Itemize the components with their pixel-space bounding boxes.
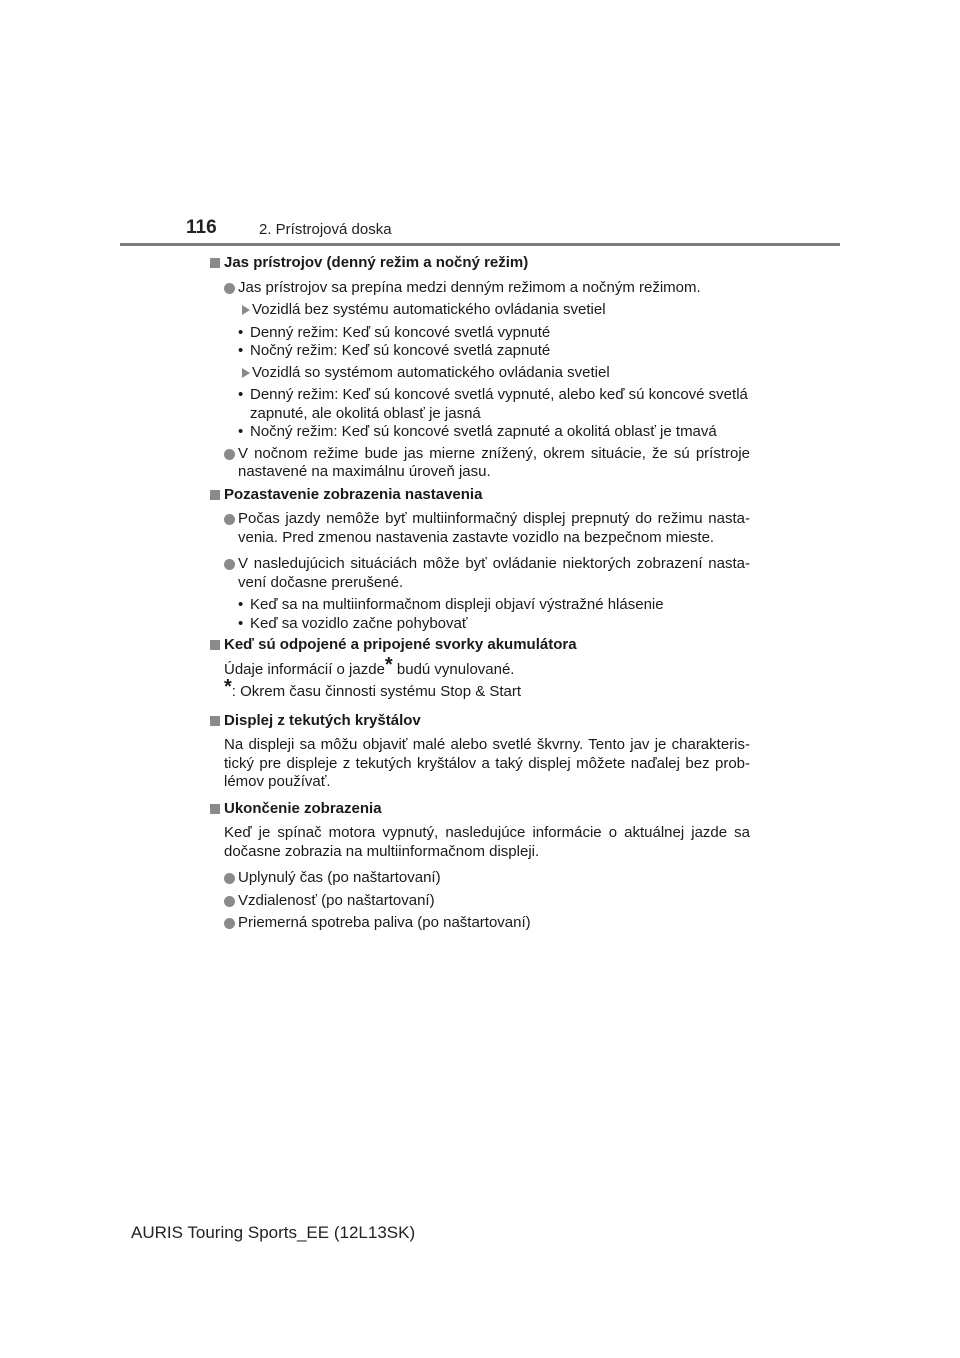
- page-number: 116: [186, 217, 217, 238]
- paragraph: Na displeji sa môžu objaviť malé alebo svetlé škvrny. Tento jav je charakteris-tický pre displeje z tekutých kryštálov a taký displej môžete naďalej bez prob-lémov používať.: [224, 736, 750, 790]
- dot-marker-icon: •: [238, 596, 244, 613]
- list-item: • Keď sa vozidlo začne pohybovať: [238, 614, 468, 632]
- list-item: • Denný režim: Keď sú koncové svetlá vypnuté, alebo keď sú koncové svetlá zapnuté, ale okolitá oblasť je jasná: [238, 386, 748, 422]
- footnote: *: Okrem času činnosti systému Stop & Start: [224, 676, 522, 700]
- circle-bullet-icon: [224, 918, 235, 929]
- square-marker-icon: [210, 490, 220, 500]
- dot-marker-icon: •: [238, 342, 244, 359]
- square-marker-icon: [210, 258, 220, 268]
- list-item: • Nočný režim: Keď sú koncové svetlá zapnuté a okolitá oblasť je tmavá: [238, 423, 717, 440]
- circle-bullet-icon: [224, 514, 235, 525]
- page-content: [210, 254, 750, 937]
- dot-marker-icon: •: [238, 423, 244, 440]
- dot-list: [210, 324, 750, 361]
- list-item: • Denný režim: Keď sú koncové svetlá vypnuté: [238, 323, 551, 341]
- heading-setting-suspension: Pozastavenie zobrazenia nastavenia: [210, 486, 750, 505]
- footnote-asterisk: *: [384, 653, 393, 676]
- subheading-auto-lights: Vozidlá so systémom automatického ovládania svetiel: [210, 364, 750, 383]
- circle-bullet-icon: [224, 896, 235, 907]
- heading-battery-terminals: Keď sú odpojené a pripojené svorky akumulátora: [210, 636, 750, 655]
- dot-marker-icon: •: [238, 614, 244, 632]
- circle-bullet-icon: [224, 873, 235, 884]
- square-marker-icon: [210, 804, 220, 814]
- heading-lcd: Displej z tekutých kryštálov: [210, 712, 750, 731]
- paragraph: Keď je spínač motora vypnutý, nasledujúce informácie o aktuálnej jazde sa dočasne zobrazia na multiinformačnom displeji.: [224, 824, 750, 860]
- subheading-no-auto-lights: Vozidlá bez systému automatického ovládania svetiel: [210, 301, 750, 320]
- dot-marker-icon: •: [238, 386, 244, 403]
- heading-instrument-brightness: Jas prístrojov (denný režim a nočný režim): [210, 254, 750, 273]
- bullet-item: Vzdialenosť (po naštartovaní): [210, 892, 750, 911]
- triangle-marker-icon: [242, 368, 250, 378]
- bullet-item: V nočnom režime bude jas mierne znížený, okrem situácie, že sú prístroje nastavené na maximálnu úroveň jasu.: [210, 445, 750, 482]
- circle-bullet-icon: [224, 559, 235, 570]
- triangle-marker-icon: [242, 305, 250, 315]
- circle-bullet-icon: [224, 449, 235, 460]
- footnote-asterisk: *: [224, 676, 232, 698]
- dot-list: [210, 596, 750, 633]
- paragraph: Údaje informácií o jazde* budú vynulované.: [224, 653, 515, 678]
- bullet-item: Priemerná spotreba paliva (po naštartovaní): [210, 914, 750, 933]
- bullet-item: Počas jazdy nemôže byť multiinformačný displej prepnutý do režimu nasta-venia. Pred zmenou nastavenia zastavte vozidlo na bezpečnom mieste.: [210, 510, 750, 547]
- list-item: • Nočný režim: Keď sú koncové svetlá zapnuté: [238, 342, 551, 359]
- square-marker-icon: [210, 716, 220, 726]
- list-item: • Keď sa na multiinformačnom displeji objaví výstražné hlásenie: [238, 596, 664, 613]
- header-divider: [120, 243, 840, 246]
- bullet-item: Uplynulý čas (po naštartovaní): [210, 869, 750, 888]
- heading-display-end: Ukončenie zobrazenia: [210, 800, 750, 819]
- circle-bullet-icon: [224, 283, 235, 294]
- bullet-item: V nasledujúcich situáciách môže byť ovládanie niektorých zobrazení nasta-vení dočasne prerušené.: [210, 555, 750, 592]
- dot-marker-icon: •: [238, 323, 244, 341]
- section-title: 2. Prístrojová doska: [259, 221, 392, 238]
- square-marker-icon: [210, 640, 220, 650]
- dot-list: [210, 386, 750, 442]
- footer-text: AURIS Touring Sports_EE (12L13SK): [131, 1223, 416, 1242]
- bullet-item: Jas prístrojov sa prepína medzi denným režimom a nočným režimom.: [210, 279, 750, 298]
